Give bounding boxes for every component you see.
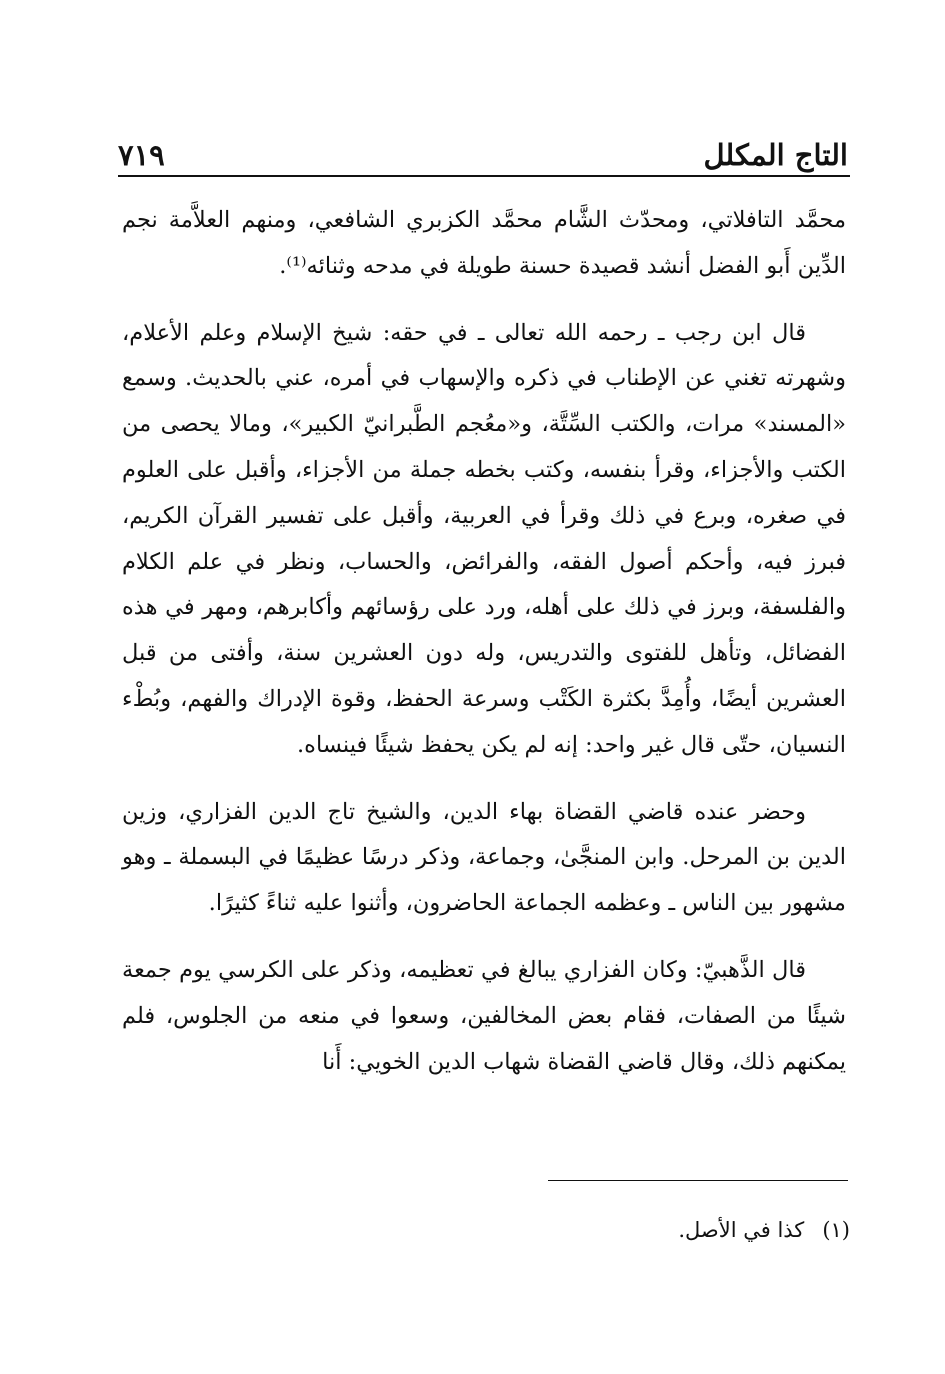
paragraph-4: قال الذَّهبيّ: وكان الفزاري يبالغ في تعظيمه، وذكر على الكرسي يوم جمعة شيئًا من الصفات، فقام بعض المخالفين، وسعوا في منعه من الجلوس، فلم يمكنهم ذلك، وقال قاضي القضاة شهاب الدين الخويي: أَنا — [122, 956, 846, 1075]
paragraph-2: قال ابن رجب ـ رحمه الله تعالى ـ في حقه: شيخ الإسلام وعلم الأعلام، وشهرته تغني عن الإطناب في ذكره والإسهاب في أمره، عني بالحديث. وسمع «المسند» مرات، والكتب السِّتَّة، و«معُجم الطَّبرانيّ الكبير»، ومالا يحصى من الكتب والأجزاء، وقرأ بنفسه، وكتب بخطه جملة من الأجزاء، وأقبل على العلوم في صغره، وبرع في ذلك وقرأ في العربية، وأقبل على تفسير القرآن الكريم، فبرز فيه، وأحكم أصول الفقه، والفرائض، والحساب، ونظر في علم الكلام والفلسفة، وبرز في ذلك على أهله، ورد على رؤسائهم وأكابرهم، ومهر في هذه الفضائل، وتأهل للفتوى والتدريس، وله دون العشرين سنة، وأفتى من قبل العشرين أيضًا، وأُمِدَّ بكثرة الكَتْب وسرعة الحفظ، وقوة الإدراك والفهم، وبُطْء النسيان، حتّى قال غير واحد: إنه لم يكن يحفظ شيئًا فينساه. — [122, 319, 846, 758]
paragraph-3: وحضر عنده قاضي القضاة بهاء الدين، والشيخ تاج الدين الفزاري، وزين الدين بن المرحل. وابن المنجَّىٰ، وجماعة، وذكر درسًا عظيمًا في البسملة ـ وهو مشهور بين الناس ـ وعظمه الجماعة الحاضرون، وأثنوا عليه ثناءً كثيرًا. — [122, 798, 846, 917]
page-header — [118, 128, 848, 172]
footnote — [678, 1215, 850, 1245]
main-text — [122, 198, 846, 1085]
footnote-rule — [548, 1180, 848, 1181]
header-rule — [118, 175, 850, 177]
paragraph-1: محمَّد التافلاتي، ومحدّث الشَّام محمَّد الكزبري الشافعي، ومنهم العلاَّمة نجم الدِّين أَبو الفضل أنشد قصيدة حسنة طويلة في مدحه وثنائه⁽¹⁾. — [122, 207, 846, 279]
footnote-number: (١) — [822, 1218, 850, 1242]
footnote-text: كذا في الأصل. — [678, 1218, 805, 1242]
running-title: التاج المكلل — [703, 138, 848, 172]
page-number: ٧١٩ — [118, 138, 165, 172]
